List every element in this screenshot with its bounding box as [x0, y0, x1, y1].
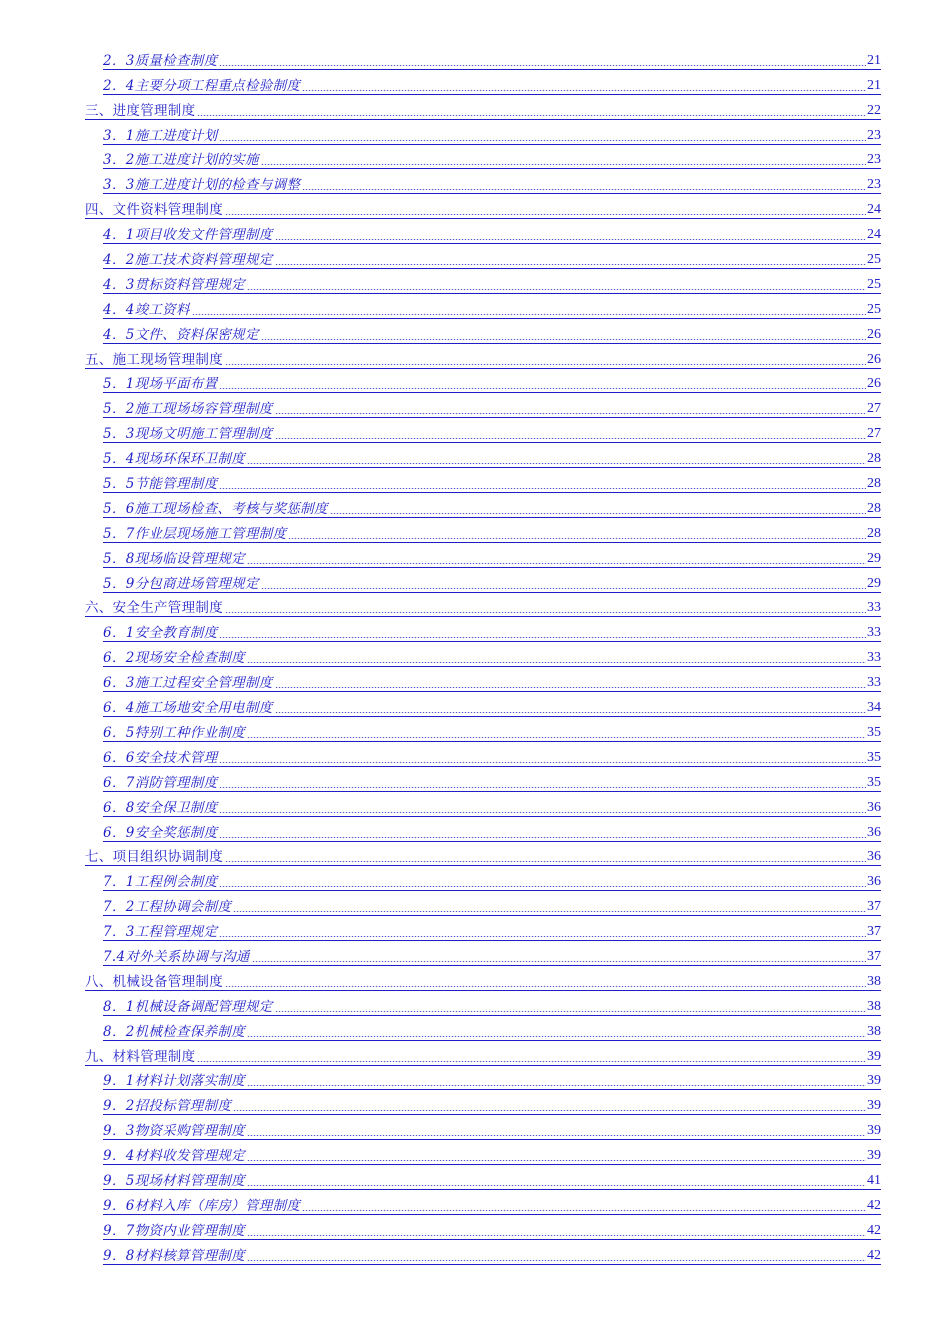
toc-subsection-link[interactable] [0, 1069, 950, 1094]
toc-subsection-link[interactable] [0, 247, 950, 272]
toc-entry-title: 9．5现场材料管理制度 [103, 1172, 245, 1189]
toc-entry-underline [85, 974, 881, 991]
toc-entry-underline [103, 551, 881, 568]
toc-subsection-link[interactable] [0, 571, 950, 596]
toc-entry-underline [103, 526, 881, 543]
toc-entry-title: 5．4现场环保环卫制度 [103, 451, 245, 468]
toc-entry-underline [85, 202, 881, 219]
toc-dot-leader [275, 687, 866, 688]
toc-entry-title: 5．5节能管理制度 [103, 476, 218, 493]
toc-entry-title: 五、施工现场管理制度 [85, 351, 223, 368]
toc-subsection-link[interactable] [0, 670, 950, 695]
toc-dot-leader [219, 812, 866, 813]
toc-entry-underline [103, 1198, 881, 1215]
toc-dot-leader [197, 115, 866, 116]
toc-entry-underline [103, 775, 881, 792]
toc-dot-leader [275, 413, 866, 414]
toc-dot-leader [330, 513, 866, 514]
toc-dot-leader [288, 538, 866, 539]
toc-page-number: 28 [867, 500, 881, 516]
toc-page-number: 23 [867, 177, 881, 193]
toc-dot-leader [247, 1260, 866, 1261]
toc-page-number: 27 [867, 426, 881, 442]
toc-dot-leader [219, 637, 866, 638]
toc-entry-title: 4．1项目收发文件管理制度 [103, 227, 273, 244]
toc-entry-underline [103, 177, 881, 194]
toc-entry-title: 六、安全生产管理制度 [85, 600, 223, 617]
toc-entry-underline [103, 800, 881, 817]
toc-entry-title: 4．3贯标资料管理规定 [103, 276, 245, 293]
toc-subsection-link[interactable] [0, 372, 950, 397]
toc-entry-title: 9．4材料收发管理规定 [103, 1148, 245, 1165]
toc-entry-title: 3．1施工进度计划 [103, 127, 218, 144]
toc-entry-underline [103, 302, 881, 319]
toc-dot-leader [247, 1036, 866, 1037]
toc-subsection-link[interactable] [0, 322, 950, 347]
toc-dot-leader [225, 861, 866, 862]
toc-dot-leader [219, 787, 866, 788]
toc-entry-underline [85, 352, 881, 369]
toc-entry-title: 5．7作业层现场施工管理制度 [103, 525, 287, 542]
toc-subsection-link[interactable] [0, 48, 950, 73]
toc-entry-title: 2．3质量检查制度 [103, 52, 218, 69]
toc-dot-leader [233, 911, 866, 912]
toc-entry-underline [103, 252, 881, 269]
toc-dot-leader [275, 438, 866, 439]
toc-entry-title: 5．9分包商进场管理规定 [103, 575, 259, 592]
toc-entry-underline [103, 501, 881, 518]
toc-page-number: 41 [867, 1172, 881, 1188]
toc-page-number: 42 [867, 1197, 881, 1213]
toc-section-link[interactable] [0, 845, 950, 870]
toc-dot-leader [247, 1235, 866, 1236]
toc-subsection-link[interactable] [0, 222, 950, 247]
toc-entry-title: 5．3现场文明施工管理制度 [103, 426, 273, 443]
toc-page-number: 42 [867, 1247, 881, 1263]
toc-dot-leader [302, 1210, 866, 1211]
toc-page-number: 22 [867, 102, 881, 118]
toc-subsection-link[interactable] [0, 770, 950, 795]
toc-entry-underline [103, 675, 881, 692]
toc-subsection-link[interactable] [0, 421, 950, 446]
toc-subsection-link[interactable] [0, 1143, 950, 1168]
toc-page-number: 39 [867, 1098, 881, 1114]
toc-entry-underline [103, 1024, 881, 1041]
toc-dot-leader [247, 1135, 866, 1136]
toc-entry-title: 9．3物资采购管理制度 [103, 1123, 245, 1140]
toc-page-number: 35 [867, 774, 881, 790]
toc-page-number: 33 [867, 650, 881, 666]
toc-page-number: 21 [867, 52, 881, 68]
toc-entry-underline [103, 451, 881, 468]
toc-entry-title: 七、项目组织协调制度 [85, 849, 223, 866]
toc-dot-leader [247, 662, 866, 663]
toc-entry-underline [85, 600, 881, 617]
toc-entry-underline [103, 1248, 881, 1265]
toc-page-number: 25 [867, 276, 881, 292]
toc-subsection-link[interactable] [0, 919, 950, 944]
toc-entry-underline [85, 1049, 881, 1066]
toc-entry-title: 8．1机械设备调配管理规定 [103, 998, 273, 1015]
toc-entry-title: 9．7物资内业管理制度 [103, 1222, 245, 1239]
toc-subsection-link[interactable] [0, 695, 950, 720]
toc-entry-underline [103, 999, 881, 1016]
toc-page-number: 35 [867, 749, 881, 765]
toc-entry-underline [103, 1223, 881, 1240]
toc-dot-leader [252, 961, 866, 962]
toc-subsection-link[interactable] [0, 471, 950, 496]
toc-page-number: 24 [867, 227, 881, 243]
toc-entry-title: 9．1材料计划落实制度 [103, 1073, 245, 1090]
toc-page-number: 35 [867, 724, 881, 740]
toc-entry-title: 5．2施工现场场容管理制度 [103, 401, 273, 418]
toc-entry-underline [103, 1173, 881, 1190]
toc-subsection-link[interactable] [0, 396, 950, 421]
toc-page-number: 36 [867, 849, 881, 865]
toc-subsection-link[interactable] [0, 1118, 950, 1143]
toc-dot-leader [219, 488, 866, 489]
toc-page-number: 42 [867, 1222, 881, 1238]
toc-dot-leader [247, 289, 866, 290]
toc-entry-title: 6．2现场安全检查制度 [103, 650, 245, 667]
toc-dot-leader [225, 612, 866, 613]
toc-entry-underline [103, 277, 881, 294]
toc-page-number: 28 [867, 476, 881, 492]
toc-dot-leader [247, 563, 866, 564]
toc-dot-leader [247, 463, 866, 464]
toc-dot-leader [197, 1061, 866, 1062]
toc-page-number: 38 [867, 973, 881, 989]
toc-dot-leader [275, 1011, 866, 1012]
toc-entry-title: 4．2施工技术资料管理规定 [103, 252, 273, 269]
toc-dot-leader [275, 239, 866, 240]
toc-entry-title: 八、机械设备管理制度 [85, 973, 223, 990]
toc-dot-leader [225, 214, 866, 215]
toc-section-link[interactable] [0, 969, 950, 994]
toc-entry-title: 6．1安全教育制度 [103, 625, 218, 642]
toc-dot-leader [275, 264, 866, 265]
toc-page-number: 33 [867, 625, 881, 641]
toc-entry-title: 3．2施工进度计划的实施 [103, 152, 259, 169]
toc-entry-title: 6．6安全技术管理 [103, 749, 218, 766]
toc-dot-leader [225, 364, 866, 365]
toc-subsection-link[interactable] [0, 820, 950, 845]
toc-subsection-link[interactable] [0, 1093, 950, 1118]
toc-page-number: 33 [867, 675, 881, 691]
toc-dot-leader [302, 90, 866, 91]
toc-page-number: 23 [867, 152, 881, 168]
toc-section-link[interactable] [0, 98, 950, 123]
toc-subsection-link[interactable] [0, 1243, 950, 1268]
toc-entry-title: 7．1工程例会制度 [103, 874, 218, 891]
toc-subsection-link[interactable] [0, 894, 950, 919]
toc-dot-leader [302, 189, 866, 190]
toc-entry-title: 6．4施工场地安全用电制度 [103, 700, 273, 717]
toc-page-number: 26 [867, 351, 881, 367]
toc-dot-leader [192, 314, 866, 315]
toc-page-number: 38 [867, 1023, 881, 1039]
toc-dot-leader [261, 588, 866, 589]
toc-entry-underline [103, 78, 881, 95]
toc-subsection-link[interactable] [0, 123, 950, 148]
toc-entry-underline [103, 1148, 881, 1165]
toc-section-link[interactable] [0, 596, 950, 621]
toc-dot-leader [247, 1085, 866, 1086]
toc-subsection-link[interactable] [0, 297, 950, 322]
toc-dot-leader [247, 1185, 866, 1186]
toc-page-number: 39 [867, 1073, 881, 1089]
table-of-contents [0, 48, 950, 1268]
toc-entry-title: 8．2机械检查保养制度 [103, 1023, 245, 1040]
toc-page-number: 38 [867, 998, 881, 1014]
toc-subsection-link[interactable] [0, 148, 950, 173]
toc-subsection-link[interactable] [0, 720, 950, 745]
toc-dot-leader [225, 986, 866, 987]
toc-subsection-link[interactable] [0, 795, 950, 820]
toc-entry-underline [103, 874, 881, 891]
toc-entry-title: 三、进度管理制度 [85, 102, 196, 119]
toc-page-number: 28 [867, 525, 881, 541]
toc-entry-title: 2．4主要分项工程重点检验制度 [103, 77, 301, 94]
toc-page-number: 37 [867, 948, 881, 964]
toc-subsection-link[interactable] [0, 272, 950, 297]
toc-page-number: 39 [867, 1048, 881, 1064]
toc-page-number: 21 [867, 77, 881, 93]
toc-page-number: 36 [867, 824, 881, 840]
toc-page-number: 25 [867, 301, 881, 317]
toc-page-number: 36 [867, 874, 881, 890]
toc-section-link[interactable] [0, 197, 950, 222]
toc-entry-title: 6．8安全保卫制度 [103, 799, 218, 816]
toc-page-number: 37 [867, 924, 881, 940]
toc-entry-title: 九、材料管理制度 [85, 1048, 196, 1065]
toc-page-number: 28 [867, 451, 881, 467]
toc-entry-title: 5．1现场平面布置 [103, 376, 218, 393]
toc-entry-underline [103, 949, 881, 966]
toc-page-number: 26 [867, 326, 881, 342]
toc-page-number: 36 [867, 799, 881, 815]
toc-subsection-link[interactable] [0, 1019, 950, 1044]
toc-dot-leader [261, 339, 866, 340]
toc-entry-title: 4．5文件、资料保密规定 [103, 326, 259, 343]
toc-entry-underline [103, 152, 881, 169]
toc-page-number: 23 [867, 127, 881, 143]
toc-entry-title: 7．3工程管理规定 [103, 924, 218, 941]
toc-page-number: 39 [867, 1148, 881, 1164]
toc-entry-underline [103, 650, 881, 667]
toc-dot-leader [233, 1110, 866, 1111]
toc-entry-underline [103, 825, 881, 842]
toc-entry-underline [103, 128, 881, 145]
toc-subsection-link[interactable] [0, 73, 950, 98]
toc-entry-underline [103, 750, 881, 767]
toc-entry-underline [103, 376, 881, 393]
toc-entry-underline [103, 426, 881, 443]
toc-dot-leader [219, 65, 866, 66]
toc-entry-underline [85, 103, 881, 120]
toc-subsection-link[interactable] [0, 994, 950, 1019]
toc-subsection-link[interactable] [0, 645, 950, 670]
toc-dot-leader [247, 1160, 866, 1161]
toc-entry-underline [103, 899, 881, 916]
toc-entry-title: 9．6材料入库（库房）管理制度 [103, 1197, 301, 1214]
toc-page-number: 24 [867, 202, 881, 218]
toc-dot-leader [219, 886, 866, 887]
toc-dot-leader [219, 762, 866, 763]
toc-subsection-link[interactable] [0, 944, 950, 969]
toc-entry-title: 3．3施工进度计划的检查与调整 [103, 177, 301, 194]
toc-entry-underline [103, 625, 881, 642]
toc-page-number: 39 [867, 1123, 881, 1139]
toc-page-number: 34 [867, 700, 881, 716]
toc-entry-underline [103, 924, 881, 941]
toc-entry-title: 9．2招投标管理制度 [103, 1098, 232, 1115]
toc-dot-leader [219, 388, 866, 389]
toc-entry-underline [103, 1073, 881, 1090]
toc-entry-title: 6．5特别工种作业制度 [103, 724, 245, 741]
toc-entry-title: 四、文件资料管理制度 [85, 202, 223, 219]
toc-entry-title: 4．4竣工资料 [103, 301, 190, 318]
toc-entry-title: 5．8现场临设管理规定 [103, 550, 245, 567]
toc-dot-leader [219, 140, 866, 141]
toc-entry-title: 5．6施工现场检查、考核与奖惩制度 [103, 500, 328, 517]
toc-page-number: 27 [867, 401, 881, 417]
toc-entry-title: 7.4对外关系协调与沟通 [103, 948, 250, 965]
toc-entry-underline [103, 1098, 881, 1115]
toc-entry-underline [103, 576, 881, 593]
toc-entry-underline [103, 327, 881, 344]
toc-entry-underline [103, 401, 881, 418]
toc-entry-title: 6．3施工过程安全管理制度 [103, 675, 273, 692]
toc-page-number: 25 [867, 252, 881, 268]
toc-page-number: 37 [867, 899, 881, 915]
toc-section-link[interactable] [0, 347, 950, 372]
toc-subsection-link[interactable] [0, 1168, 950, 1193]
toc-entry-underline [85, 849, 881, 866]
toc-subsection-link[interactable] [0, 546, 950, 571]
toc-subsection-link[interactable] [0, 446, 950, 471]
toc-entry-title: 9．8材料核算管理制度 [103, 1247, 245, 1264]
toc-subsection-link[interactable] [0, 620, 950, 645]
toc-subsection-link[interactable] [0, 745, 950, 770]
toc-entry-underline [103, 1123, 881, 1140]
toc-entry-underline [103, 476, 881, 493]
toc-dot-leader [275, 712, 866, 713]
toc-entry-underline [103, 53, 881, 70]
toc-entry-underline [103, 725, 881, 742]
toc-page-number: 26 [867, 376, 881, 392]
toc-entry-underline [103, 227, 881, 244]
toc-dot-leader [247, 737, 866, 738]
toc-subsection-link[interactable] [0, 496, 950, 521]
toc-entry-title: 7．2工程协调会制度 [103, 899, 232, 916]
toc-entry-underline [103, 700, 881, 717]
toc-subsection-link[interactable] [0, 869, 950, 894]
toc-dot-leader [219, 837, 866, 838]
toc-section-link[interactable] [0, 1044, 950, 1069]
toc-subsection-link[interactable] [0, 1218, 950, 1243]
toc-dot-leader [261, 164, 866, 165]
toc-page-number: 29 [867, 550, 881, 566]
toc-entry-title: 6．7消防管理制度 [103, 774, 218, 791]
toc-dot-leader [219, 936, 866, 937]
toc-page-number: 33 [867, 600, 881, 616]
toc-entry-title: 6．9安全奖惩制度 [103, 824, 218, 841]
toc-page-number: 29 [867, 575, 881, 591]
toc-subsection-link[interactable] [0, 521, 950, 546]
toc-subsection-link[interactable] [0, 172, 950, 197]
toc-subsection-link[interactable] [0, 1193, 950, 1218]
